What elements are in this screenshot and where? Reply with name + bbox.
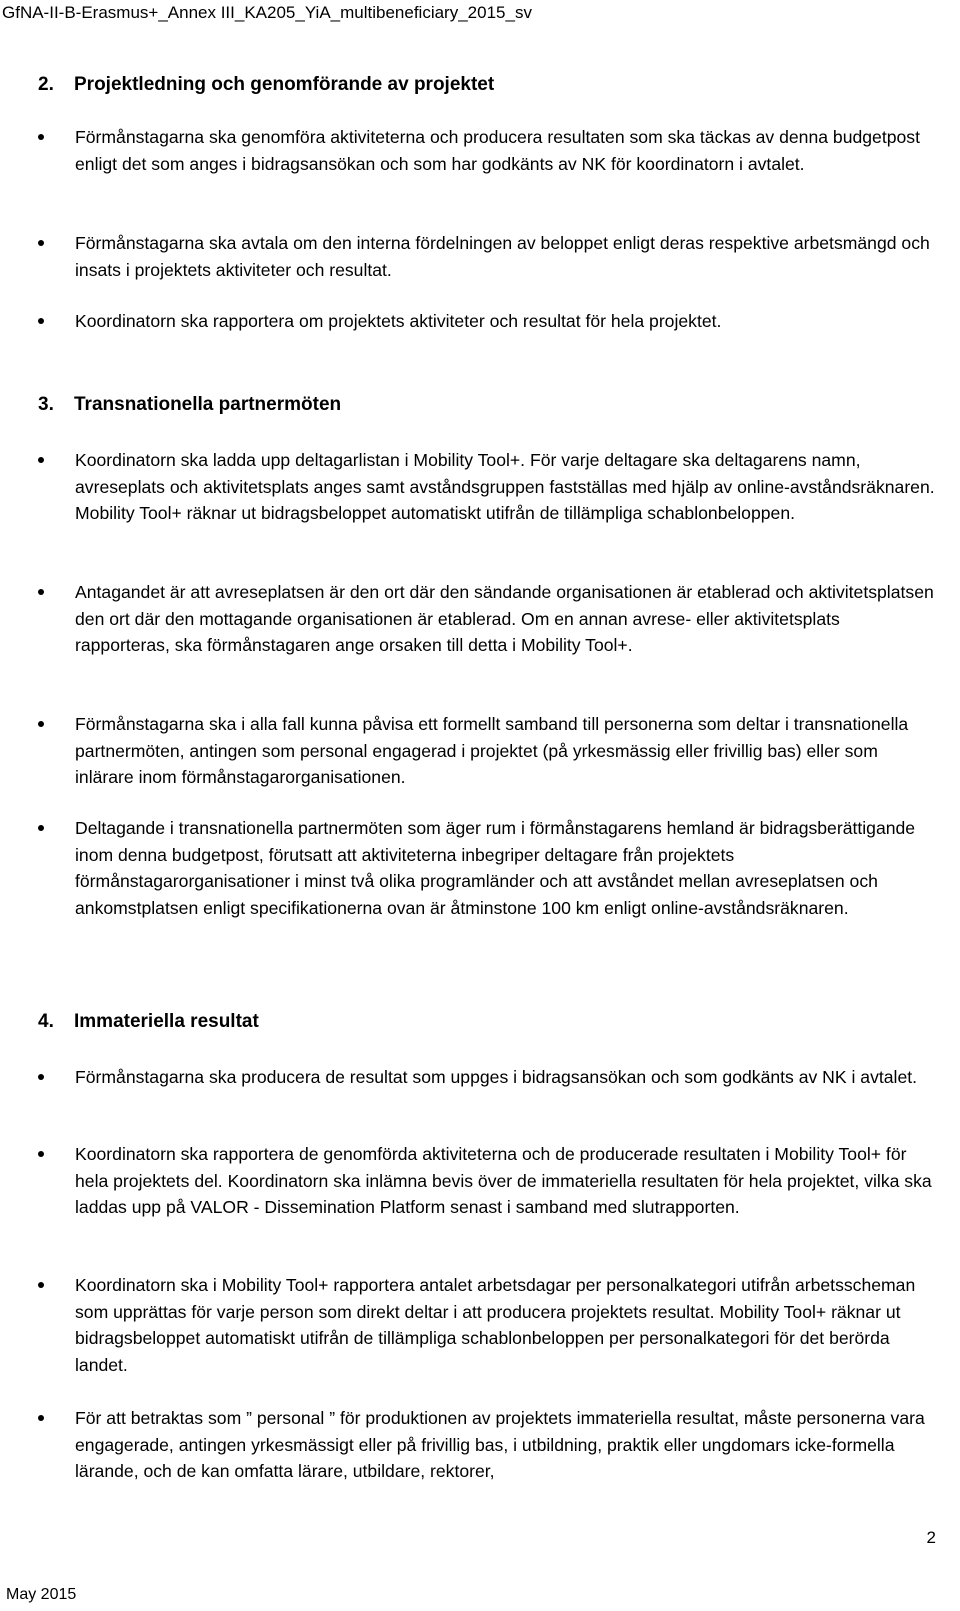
page-number: 2 (926, 1528, 936, 1547)
document-header: GfNA-II-B-Erasmus+_Annex III_KA205_YiA_multibeneficiary_2015_sv (2, 3, 532, 22)
section-heading-2 (38, 73, 494, 97)
bullet-icon (38, 1151, 44, 1157)
list-item-text: Förmånstagarna ska producera de resultat som uppges i bidragsansökan och som godkänts av NK i avtalet. (75, 1067, 918, 1087)
section-number: 2. (38, 74, 54, 95)
bullet-icon (38, 134, 44, 140)
list-item-text: Förmånstagarna ska i alla fall kunna påvisa ett formellt samband till personerna som deltar i transnationella partnermöten, antingen som personal engagerad i projektet (på yrkesmässig eller frivillig bas) eller som inlärare inom förmånstagarorganisationen. (75, 714, 909, 788)
bullet-icon (38, 589, 44, 595)
bullet-icon (38, 721, 44, 727)
list-item-text: Förmånstagarna ska avtala om den interna fördelningen av beloppet enligt deras respektive arbetsmängd och insats i projektets aktiviteter och resultat. (75, 233, 930, 280)
bullet-icon (38, 318, 44, 324)
bullet-icon (38, 1282, 44, 1288)
list-item-text: Koordinatorn ska rapportera om projektets aktiviteter och resultat för hela projektet. (75, 311, 722, 331)
section-heading-4 (38, 1010, 259, 1034)
list-item-text: Förmånstagarna ska genomföra aktiviteterna och producera resultaten som ska täckas av denna budgetpost enligt det som anges i bidragsansökan och som har godkänts av NK för koordinatorn i avtalet. (75, 127, 920, 174)
section-title: Projektledning och genomförande av projektet (74, 74, 495, 95)
list-item-text: Antagandet är att avreseplatsen är den ort där den sändande organisationen är etablerad och aktivitetsplatsen den ort där den mottagande organisationen är etablerad. Om en annan avrese- eller aktivitetsplats rapporteras, ska förmånstagaren ange orsaken till detta i Mobility Tool+. (75, 582, 934, 656)
bullet-icon (38, 1074, 44, 1080)
section-title: Immateriella resultat (74, 1011, 259, 1032)
section-heading-3 (38, 393, 341, 417)
section-title: Transnationella partnermöten (74, 394, 342, 415)
bullet-icon (38, 240, 44, 246)
list-item-text: För att betraktas som ” personal ” för produktionen av projektets immateriella resultat, måste personerna vara engagerade, antingen yrkesmässigt eller på frivillig bas, i utbildning, praktik eller ungdomars icke-formella lärande, och de kan omfatta lärare, utbildare, rektorer, (75, 1408, 925, 1482)
list-item-text: Koordinatorn ska i Mobility Tool+ rapportera antalet arbetsdagar per personalkategori utifrån arbetsscheman som upprättas för varje person som direkt deltar i att producera projektets resultat. Mobility Tool+ räknar ut bidragsbeloppet automatiskt utifrån de tillämpliga schablonbeloppen per personalkategori för det berörda landet. (75, 1275, 916, 1375)
list-item-text: Deltagande i transnationella partnermöten som äger rum i förmånstagarens hemland är bidragsberättigande inom denna budgetpost, förutsatt att aktiviteterna inbegriper deltagare från projektets förmånstagarorganisationer i minst två olika programländer och att avståndet mellan avreseplatsen och ankomstplatsen enligt specifikationerna ovan är åtminstone 100 km enligt online-avståndsräknaren. (75, 818, 916, 918)
bullet-icon (38, 1415, 44, 1421)
section-number: 4. (38, 1011, 54, 1032)
bullet-icon (38, 825, 44, 831)
footer-date: May 2015 (6, 1586, 77, 1603)
list-item-text: Koordinatorn ska ladda upp deltagarlistan i Mobility Tool+. För varje deltagare ska deltagarens namn, avreseplats och aktivitetsplats anges samt avståndsgruppen fastställas med hjälp av online-avståndsräknaren. Mobility Tool+ räknar ut bidragsbeloppet automatiskt utifrån de tillämpliga schablonbeloppen. (75, 450, 935, 524)
section-number: 3. (38, 394, 54, 415)
list-item-text: Koordinatorn ska rapportera de genomförda aktiviteterna och de producerade resultaten i Mobility Tool+ för hela projektets del. Koordinatorn ska inlämna bevis över de immateriella resultaten för hela projektet, vilka ska laddas upp på VALOR - Dissemination Platform senast i samband med slutrapporten. (75, 1144, 932, 1218)
bullet-icon (38, 457, 44, 463)
